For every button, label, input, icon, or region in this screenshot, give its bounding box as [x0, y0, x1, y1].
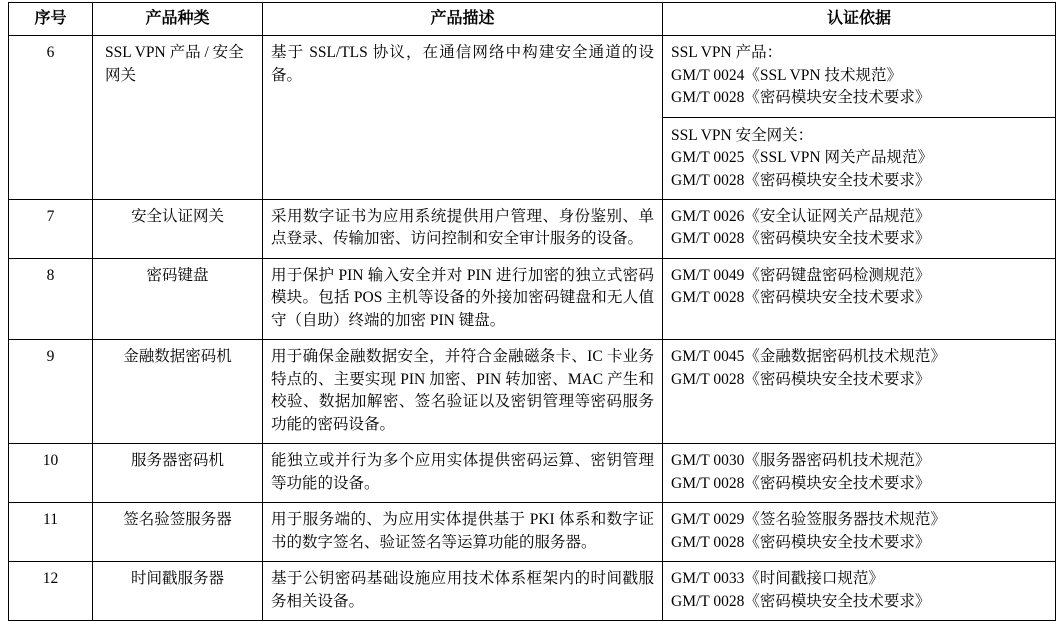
table-row — [9, 444, 1056, 503]
basis-line: GM/T 0028《密码模块安全技术要求》 — [671, 230, 931, 248]
cell-index: 8 — [9, 258, 93, 339]
table-row — [9, 562, 1056, 621]
cell-certification-basis — [663, 562, 1056, 621]
cell-certification-basis — [663, 36, 1056, 200]
cell-certification-basis — [663, 258, 1056, 339]
basis-group — [671, 346, 1047, 391]
cell-index: 12 — [9, 562, 93, 621]
basis-line: GM/T 0045《金融数据密码机技术规范》 — [671, 348, 946, 366]
product-certification-table — [8, 2, 1056, 621]
cell-product-description: 采用数字证书为应用系统提供用户管理、身份鉴别、单点登录、传输加密、访问控制和安全审计服务的设备。 — [263, 200, 663, 259]
basis-group — [671, 206, 1047, 251]
basis-line: GM/T 0026《安全认证网关产品规范》 — [671, 208, 931, 225]
cell-index: 7 — [9, 200, 93, 259]
table-header — [9, 3, 1056, 36]
column-header-kind: 产品种类 — [93, 3, 263, 36]
column-header-description: 产品描述 — [263, 3, 663, 36]
basis-line: GM/T 0028《密码模块安全技术要求》 — [671, 370, 931, 388]
basis-line: GM/T 0028《密码模块安全技术要求》 — [671, 171, 931, 189]
cell-product-description: 能独立或并行为多个应用实体提供密码运算、密钥管理等功能的设备。 — [263, 444, 663, 503]
cell-divider — [663, 117, 1055, 118]
column-header-basis: 认证依据 — [663, 3, 1056, 36]
basis-line: SSL VPN 安全网关： — [671, 126, 814, 144]
table-row — [9, 503, 1056, 562]
column-header-index: 序号 — [9, 3, 93, 36]
basis-line: GM/T 0030《服务器密码机技术规范》 — [671, 452, 931, 470]
table-row — [9, 258, 1056, 339]
basis-line: GM/T 0028《密码模块安全技术要求》 — [671, 289, 931, 307]
cell-product-kind: 密码键盘 — [93, 258, 263, 339]
table-row — [9, 36, 1056, 200]
basis-line: GM/T 0033《时间戳接口规范》 — [671, 570, 884, 588]
basis-line: GM/T 0028《密码模块安全技术要求》 — [671, 592, 931, 610]
cell-certification-basis — [663, 200, 1056, 259]
basis-group — [671, 125, 1047, 192]
cell-product-kind: SSL VPN 产品 / 安全网关 — [93, 36, 263, 200]
table-body — [9, 36, 1056, 621]
cell-product-description: 用于服务端的、为应用实体提供基于 PKI 体系和数字证书的数字签名、验证签名等运算功能的服务器。 — [263, 503, 663, 562]
cell-product-kind: 服务器密码机 — [93, 444, 263, 503]
cell-product-kind: 安全认证网关 — [93, 200, 263, 259]
cell-index: 11 — [9, 503, 93, 562]
basis-group — [671, 265, 1047, 310]
cell-product-description: 用于确保金融数据安全，并符合金融磁条卡、IC 卡业务特点的、主要实现 PIN 加密、PIN 转加密、MAC 产生和校验、数据加解密、签名验证以及密钥管理等密码服务功能的密码设备。 — [263, 340, 663, 444]
basis-line: GM/T 0028《密码模块安全技术要求》 — [671, 89, 931, 107]
table-row — [9, 340, 1056, 444]
cell-product-description: 用于保护 PIN 输入安全并对 PIN 进行加密的独立式密码模块。包括 POS 主机等设备的外接加密码键盘和无人值守（自助）终端的加密 PIN 键盘。 — [263, 258, 663, 339]
cell-product-description: 基于公钥密码基础设施应用技术体系框架内的时间戳服务相关设备。 — [263, 562, 663, 621]
cell-certification-basis — [663, 444, 1056, 503]
basis-group — [671, 42, 1047, 109]
basis-group — [671, 568, 1047, 613]
basis-group — [671, 509, 1047, 554]
basis-group — [671, 450, 1047, 495]
table-header-row — [9, 3, 1056, 36]
cell-product-description: 基于 SSL/TLS 协议，在通信网络中构建安全通道的设备。 — [263, 36, 663, 200]
cell-product-kind: 金融数据密码机 — [93, 340, 263, 444]
cell-product-kind: 签名验签服务器 — [93, 503, 263, 562]
basis-line: GM/T 0049《密码键盘密码检测规范》 — [671, 266, 931, 284]
cell-certification-basis — [663, 340, 1056, 444]
basis-line: GM/T 0028《密码模块安全技术要求》 — [671, 474, 931, 492]
cell-index: 6 — [9, 36, 93, 200]
basis-line: GM/T 0025《SSL VPN 网关产品规范》 — [671, 149, 933, 167]
table-row — [9, 200, 1056, 259]
basis-line: GM/T 0024《SSL VPN 技术规范》 — [671, 66, 902, 84]
cell-certification-basis — [663, 503, 1056, 562]
basis-line: GM/T 0029《签名验签服务器技术规范》 — [671, 511, 946, 529]
basis-line: SSL VPN 产品： — [671, 44, 783, 62]
basis-line: GM/T 0028《密码模块安全技术要求》 — [671, 533, 931, 551]
cell-index: 10 — [9, 444, 93, 503]
cell-index: 9 — [9, 340, 93, 444]
cell-product-kind: 时间戳服务器 — [93, 562, 263, 621]
